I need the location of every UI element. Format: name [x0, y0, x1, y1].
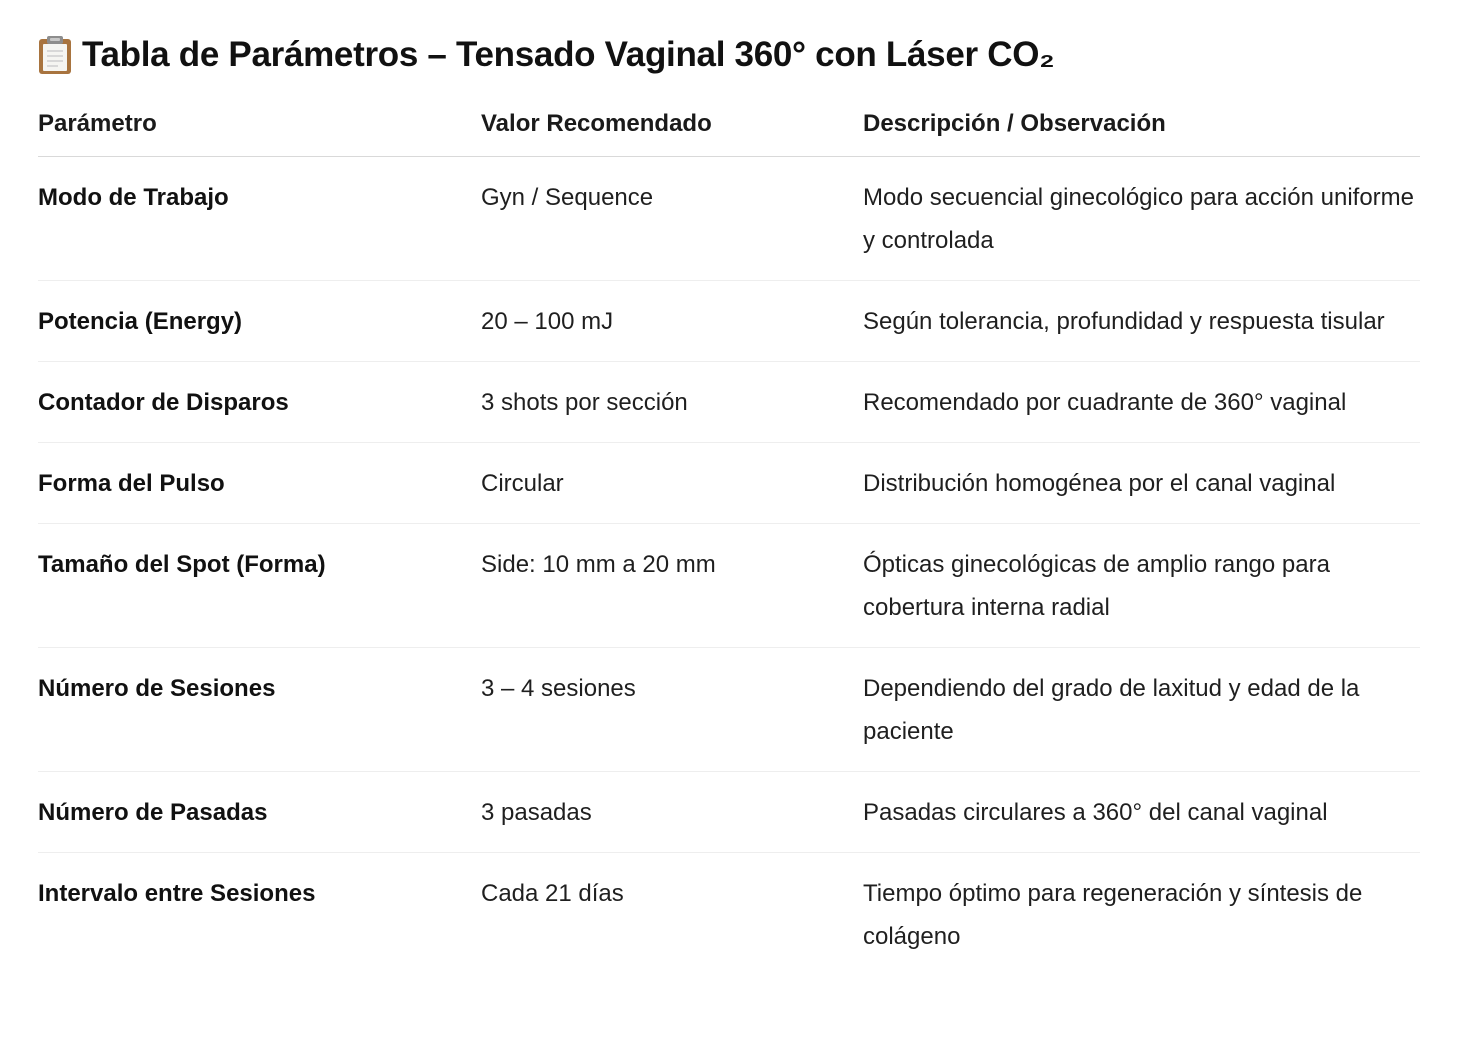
- column-header-parameter: Parámetro: [38, 110, 481, 157]
- value-cell: 20 – 100 mJ: [481, 281, 863, 362]
- table-header-row: [38, 110, 1420, 157]
- value-cell: Side: 10 mm a 20 mm: [481, 524, 863, 648]
- title-row: [38, 30, 1420, 80]
- value-cell: Gyn / Sequence: [481, 157, 863, 281]
- table-row: [38, 772, 1420, 853]
- parameter-cell: Modo de Trabajo: [38, 157, 481, 281]
- description-cell: Modo secuencial ginecológico para acción uniforme y controlada: [863, 157, 1420, 281]
- parameter-cell: Potencia (Energy): [38, 281, 481, 362]
- parameter-cell: Intervalo entre Sesiones: [38, 880, 316, 907]
- parameters-table: [38, 110, 1420, 976]
- value-cell: Cada 21 días: [481, 880, 624, 907]
- table-row: [38, 648, 1420, 772]
- value-cell: 3 – 4 sesiones: [481, 648, 863, 772]
- parameter-cell: Contador de Disparos: [38, 362, 481, 443]
- page-title: Tabla de Parámetros – Tensado Vaginal 360° con Láser CO₂: [82, 35, 1055, 74]
- parameter-cell: Número de Pasadas: [38, 772, 481, 853]
- table-row: [38, 362, 1420, 443]
- table-row: [38, 281, 1420, 362]
- clipboard-icon: [38, 35, 72, 75]
- description-cell: Dependiendo del grado de laxitud y edad de la paciente: [863, 648, 1420, 772]
- document: [38, 30, 1420, 976]
- description-cell: Pasadas circulares a 360° del canal vaginal: [863, 772, 1420, 853]
- value-cell: Circular: [481, 443, 863, 524]
- column-header-description: Descripción / Observación: [863, 110, 1420, 157]
- value-cell: 3 shots por sección: [481, 362, 863, 443]
- table-row: [38, 853, 1420, 977]
- description-cell: Recomendado por cuadrante de 360° vaginal: [863, 362, 1420, 443]
- parameter-cell: Forma del Pulso: [38, 443, 481, 524]
- table-row: [38, 157, 1420, 281]
- table-row: [38, 524, 1420, 648]
- description-cell: Ópticas ginecológicas de amplio rango para cobertura interna radial: [863, 524, 1420, 648]
- parameter-cell: Número de Sesiones: [38, 648, 481, 772]
- column-header-value: Valor Recomendado: [481, 110, 863, 157]
- table-row: [38, 443, 1420, 524]
- description-cell: Tiempo óptimo para regeneración y síntesis de colágeno: [863, 880, 1363, 950]
- value-cell: 3 pasadas: [481, 772, 863, 853]
- description-cell: Según tolerancia, profundidad y respuesta tisular: [863, 281, 1420, 362]
- parameter-cell: Tamaño del Spot (Forma): [38, 524, 481, 648]
- description-cell: Distribución homogénea por el canal vaginal: [863, 443, 1420, 524]
